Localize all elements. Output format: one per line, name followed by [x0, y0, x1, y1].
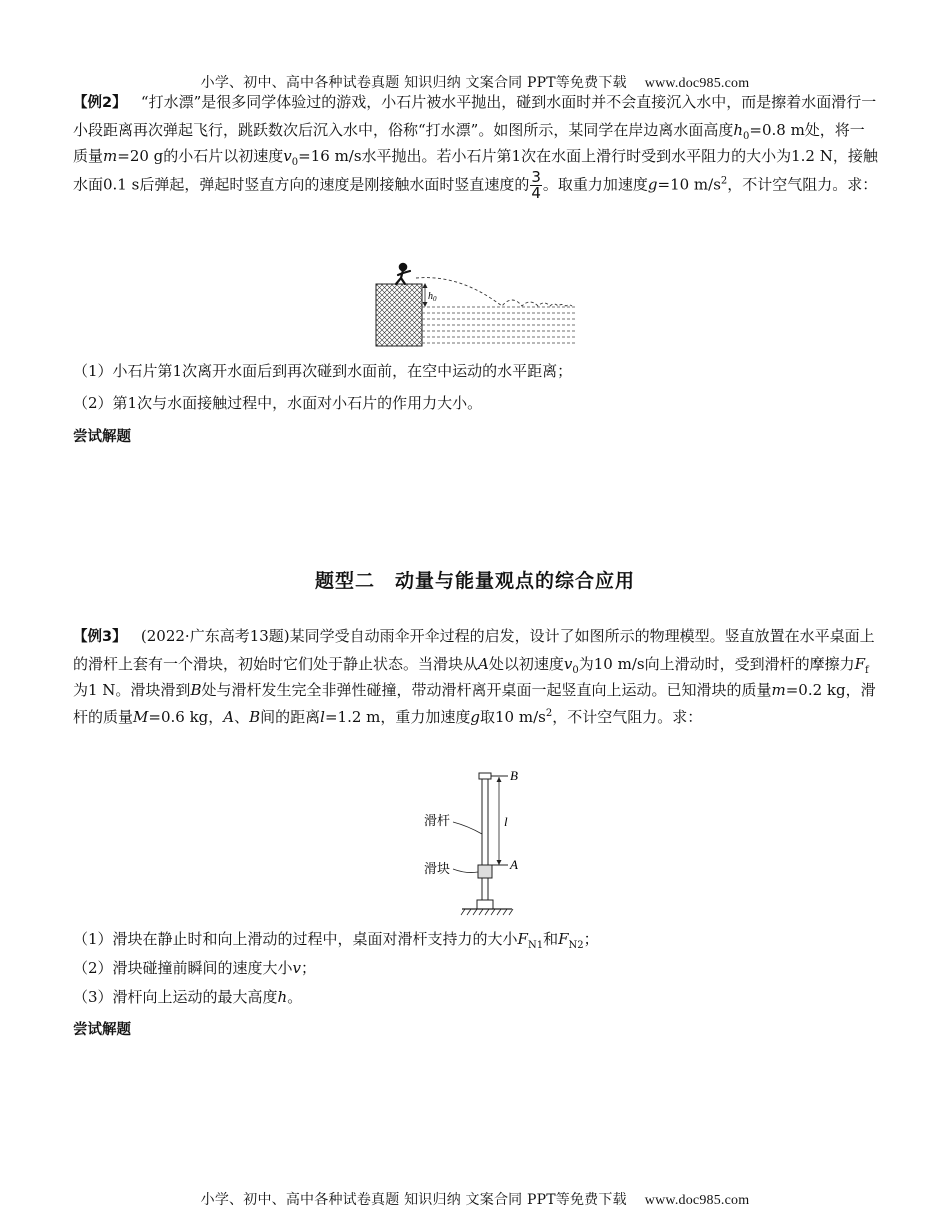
example2-question-1: （1）小石片第1次离开水面后到再次碰到水面前，在空中运动的水平距离； [73, 362, 573, 380]
header-text: 小学、初中、高中各种试卷真题 知识归纳 文案合同 PPT等免费下载 [200, 75, 627, 91]
rod-cap [479, 773, 491, 779]
fig-label-block: 滑块 [424, 861, 451, 876]
fraction-three-quarters: $\frac{3}{4}$ [531, 167, 541, 202]
example3-label: 【例3】 [73, 629, 127, 645]
water-surface [422, 307, 576, 343]
slider-block-shape [478, 865, 492, 878]
footer-site: www.doc985.com [644, 1193, 750, 1208]
section-title: 题型二 动量与能量观点的综合应用 [314, 570, 635, 592]
skipping-stone-figure [372, 260, 578, 354]
cliff-block [376, 284, 422, 346]
example2-stem: 【例2】 “打水漂”是很多同学体验过的游戏，小石片被水平抛出，碰到水面时并不会直接沉入水中，而是擦着水面滑行一小段距离再次弹起飞行，跳跃数次后沉入水中，俗称“打水漂”。如图所示，某同学在岸边离水面高度$h_0=0.8$ m处，将一质量m=20 g的小石片以初速度$v_0=16$ m/s水平抛出。若小石片第1次在水面上滑行时受到水平阻力的大小为1.2 N，接触水面0.1 s后弹起，弹起时竖直方向的速度是刚接触水面时竖直速度的 $\frac{3}{4}$ 。取重力加速度g=10 $m/s^2$，不计空气阻力。求： [73, 93, 878, 202]
example2-label: 【例2】 [73, 95, 127, 111]
fig-label-l: l [504, 814, 508, 829]
header-site: www.doc985.com [644, 76, 750, 91]
example3-question-2: （2）滑块碰撞前瞬间的速度大小v； [73, 959, 317, 977]
fig-label-B: B [510, 768, 518, 783]
example2-question-2: （2）第1次与水面接触过程中，水面对小石片的作用力大小。 [73, 394, 483, 412]
person-icon [396, 264, 410, 284]
page-footer [0, 1189, 950, 1209]
example2-try-heading: 尝试解题 [73, 429, 131, 445]
rod-base [477, 900, 493, 909]
rod-slider-figure [420, 768, 530, 924]
fig-label-A: A [510, 857, 518, 872]
rod-shape [482, 779, 488, 865]
fig-label-rod: 滑杆 [424, 813, 451, 828]
fig-h0-label: $h_0$ [428, 291, 437, 303]
example3-stem: 【例3】 (2022·广东高考13题)某同学受自动雨伞开伞过程的启发，设计了如图所示的物理模型。竖直放置在水平桌面上的滑杆上套有一个滑块，初始时它们处于静止状态。当滑块从A处以初速度$v_0$为10 m/s向上滑动时，受到滑杆的摩擦力$F_f$为1 N。滑块滑到B处与滑杆发生完全非弹性碰撞，带动滑杆离开桌面一起竖直向上运动。已知滑块的质量m=0.2 kg，滑杆的质量M=0.6 kg，A、B间的距离l=1.2 m，重力加速度g取10 $m/s^2$，不计空气阻力。求： [73, 627, 876, 726]
footer-text: 小学、初中、高中各种试卷真题 知识归纳 文案合同 PPT等免费下载 [200, 1192, 627, 1208]
example3-try-heading: 尝试解题 [73, 1022, 131, 1038]
example3-question-3: （3）滑杆向上运动的最大高度h。 [73, 988, 303, 1006]
example3-question-1: （1）滑块在静止时和向上滑动的过程中，桌面对滑杆支持力的大小$F_{N1}$和$F_{N2}$； [73, 930, 599, 951]
stone-trajectory [416, 278, 572, 306]
